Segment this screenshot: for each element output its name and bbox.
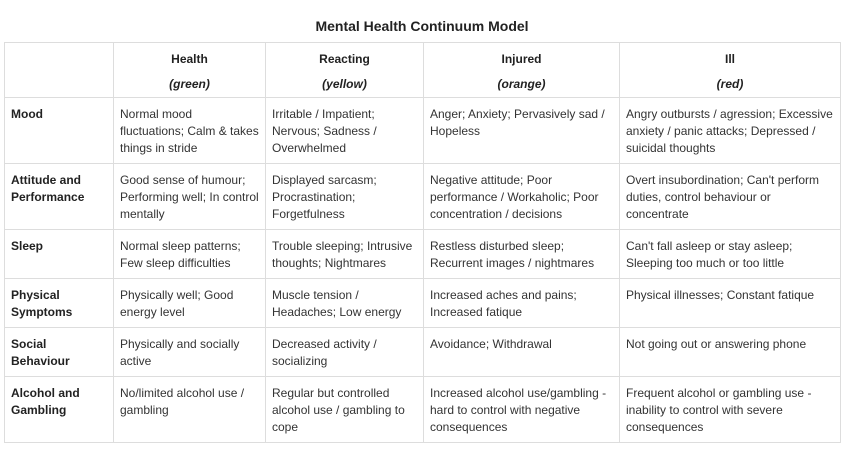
table-row xyxy=(5,377,841,443)
table-cell: Displayed sarcasm; Procrastination; Forgetfulness xyxy=(266,164,424,230)
table-cell: Negative attitude; Poor performance / Workaholic; Poor concentration / decisions xyxy=(424,164,620,230)
table-row xyxy=(5,164,841,230)
header-color: (green) xyxy=(169,77,210,91)
table-cell: Normal sleep patterns; Few sleep difficulties xyxy=(114,230,266,279)
row-label-social: Social Behaviour xyxy=(5,328,114,377)
row-label-mood: Mood xyxy=(5,98,114,164)
table-cell: Restless disturbed sleep; Recurrent images / nightmares xyxy=(424,230,620,279)
table-cell: No/limited alcohol use / gambling xyxy=(114,377,266,443)
table-cell: Overt insubordination; Can't perform duties, control behaviour or concentrate xyxy=(620,164,841,230)
header-name: Ill xyxy=(724,52,735,66)
header-color: (red) xyxy=(716,77,744,91)
header-name: Health xyxy=(171,52,208,66)
page-title: Mental Health Continuum Model xyxy=(315,18,529,34)
table-cell: Physical illnesses; Constant fatique xyxy=(620,279,841,328)
header-injured xyxy=(424,43,620,98)
table-row xyxy=(5,328,841,377)
table-cell: Not going out or answering phone xyxy=(620,328,841,377)
table-cell: Anger; Anxiety; Pervasively sad / Hopeless xyxy=(424,98,620,164)
table-cell: Good sense of humour; Performing well; In control mentally xyxy=(114,164,266,230)
header-name: Injured xyxy=(501,52,542,66)
header-color: (orange) xyxy=(497,77,546,91)
table-cell: Muscle tension / Headaches; Low energy xyxy=(266,279,424,328)
corner-header xyxy=(5,43,114,98)
row-label-attitude: Attitude and Performance xyxy=(5,164,114,230)
header-ill xyxy=(620,43,841,98)
table-cell: Increased aches and pains; Increased fatique xyxy=(424,279,620,328)
header-reacting xyxy=(266,43,424,98)
row-label-sleep: Sleep xyxy=(5,230,114,279)
header-color: (yellow) xyxy=(322,77,367,91)
continuum-table xyxy=(4,42,841,443)
table-cell: Avoidance; Withdrawal xyxy=(424,328,620,377)
table-cell: Irritable / Impatient; Nervous; Sadness / Overwhelmed xyxy=(266,98,424,164)
table-cell: Physically well; Good energy level xyxy=(114,279,266,328)
row-label-physical: Physical Symptoms xyxy=(5,279,114,328)
table-cell: Frequent alcohol or gambling use - inability to control with severe consequences xyxy=(620,377,841,443)
header-name: Reacting xyxy=(319,52,370,66)
table-row xyxy=(5,230,841,279)
header-row xyxy=(5,43,841,98)
table-cell: Can't fall asleep or stay asleep; Sleeping too much or too little xyxy=(620,230,841,279)
table-cell: Physically and socially active xyxy=(114,328,266,377)
table-cell: Angry outbursts / agression; Excessive anxiety / panic attacks; Depressed / suicidal thoughts xyxy=(620,98,841,164)
table-cell: Decreased activity / socializing xyxy=(266,328,424,377)
table-cell: Trouble sleeping; Intrusive thoughts; Nightmares xyxy=(266,230,424,279)
table-cell: Regular but controlled alcohol use / gambling to cope xyxy=(266,377,424,443)
table-row xyxy=(5,279,841,328)
header-health xyxy=(114,43,266,98)
table-cell: Normal mood fluctuations; Calm & takes things in stride xyxy=(114,98,266,164)
table-row xyxy=(5,98,841,164)
table-cell: Increased alcohol use/gambling - hard to control with negative consequences xyxy=(424,377,620,443)
row-label-alcohol: Alcohol and Gambling xyxy=(5,377,114,443)
